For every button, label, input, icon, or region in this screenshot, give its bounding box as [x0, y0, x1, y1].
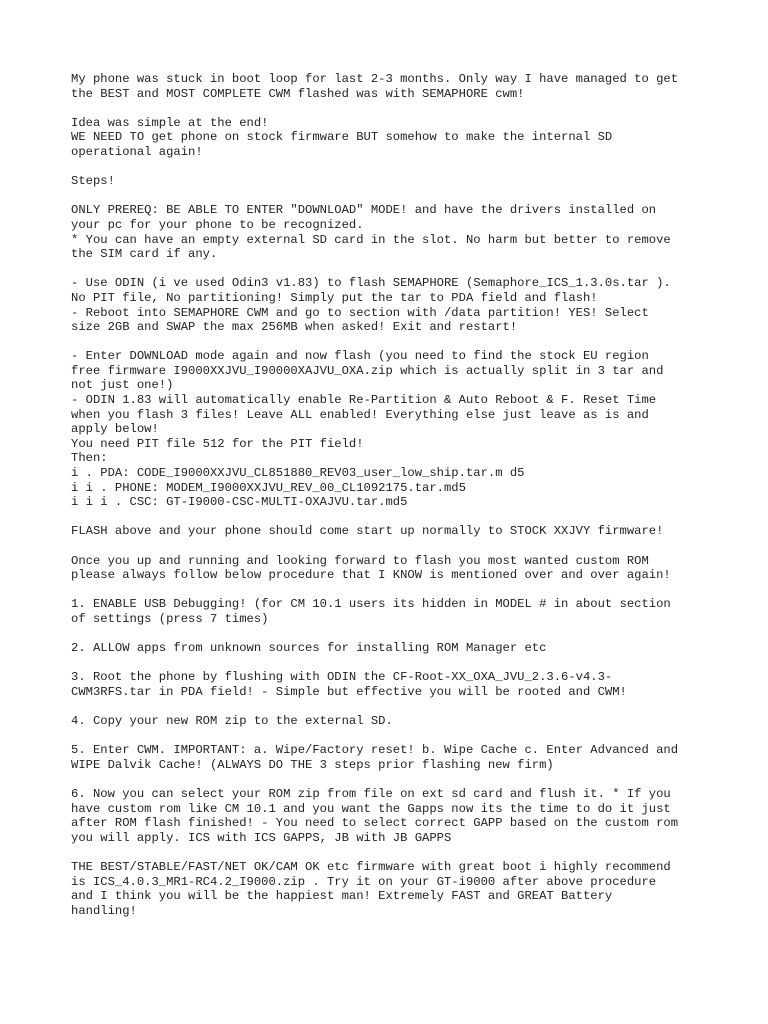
paragraph-odin-semaphore	[71, 276, 731, 334]
text-line: i i i . CSC: GT-I9000-CSC-MULTI-OXAJVU.tar.md5	[71, 495, 408, 510]
text-line: free firmware I9000XXJVU_I90000XAJVU_OXA.zip which is actually split in 3 tar and	[71, 363, 664, 378]
text-line: when you flash 3 files! Leave ALL enabled! Everything else just leave as is and	[71, 407, 649, 422]
text-line: Idea was simple at the end!	[71, 115, 269, 130]
text-line: is ICS_4.0.3_MR1-RC4.2_I9000.zip . Try it on your GT-i9000 after above procedure	[71, 874, 657, 889]
paragraph-steps-heading	[71, 174, 731, 189]
text-line: operational again!	[71, 144, 203, 159]
text-line: 2. ALLOW apps from unknown sources for installing ROM Manager etc	[71, 641, 547, 656]
text-line: of settings (press 7 times)	[71, 611, 269, 626]
paragraph-prereq	[71, 203, 731, 261]
paragraph-download-mode	[71, 349, 731, 510]
text-line: THE BEST/STABLE/FAST/NET OK/CAM OK etc firmware with great boot i highly recommend	[71, 860, 671, 875]
text-line: WIPE Dalvik Cache! (ALWAYS DO THE 3 steps prior flashing new firm)	[71, 757, 554, 772]
text-line: i i . PHONE: MODEM_I9000XXJVU_REV_00_CL1092175.tar.md5	[71, 480, 466, 495]
text-line: 4. Copy your new ROM zip to the external SD.	[71, 714, 393, 729]
text-line: please always follow below procedure that I KNOW is mentioned over and over again!	[71, 568, 671, 583]
text-line: 1. ENABLE USB Debugging! (for CM 10.1 users its hidden in MODEL # in about section	[71, 597, 671, 612]
text-line: 5. Enter CWM. IMPORTANT: a. Wipe/Factory reset! b. Wipe Cache c. Enter Advanced and	[71, 743, 679, 758]
text-line: size 2GB and SWAP the max 256MB when asked! Exit and restart!	[71, 320, 518, 335]
text-line: - Enter DOWNLOAD mode again and now flash (you need to find the stock EU region	[71, 349, 649, 364]
text-line: Once you up and running and looking forward to flash you most wanted custom ROM	[71, 553, 649, 568]
text-line: 6. Now you can select your ROM zip from file on ext sd card and flush it. * If you	[71, 787, 671, 802]
paragraph-step-3	[71, 670, 731, 699]
text-line: Steps!	[71, 174, 115, 189]
text-line: ONLY PREREQ: BE ABLE TO ENTER "DOWNLOAD" MODE! and have the drivers installed on	[71, 203, 657, 218]
text-line: have custom rom like CM 10.1 and you want the Gapps now its the time to do it just	[71, 801, 671, 816]
text-line: the BEST and MOST COMPLETE CWM flashed was with SEMAPHORE cwm!	[71, 86, 525, 101]
paragraph-step-5	[71, 743, 731, 772]
text-line: apply below!	[71, 422, 159, 437]
text-line: You need PIT file 512 for the PIT field!	[71, 436, 364, 451]
text-line: your pc for your phone to be recognized.	[71, 217, 364, 232]
text-line: after ROM flash finished! - You need to select correct GAPP based on the custom rom	[71, 816, 679, 831]
text-line: the SIM card if any.	[71, 247, 218, 262]
document-body	[71, 72, 731, 933]
text-line: - ODIN 1.83 will automatically enable Re-Partition & Auto Reboot & F. Reset Time	[71, 393, 657, 408]
text-line: FLASH above and your phone should come start up normally to STOCK XXJVY firmware!	[71, 524, 664, 539]
text-line: 3. Root the phone by flushing with ODIN the CF-Root-XX_OXA_JVU_2.3.6-v4.3-	[71, 670, 613, 685]
text-line: - Reboot into SEMAPHORE CWM and go to section with /data partition! YES! Select	[71, 305, 649, 320]
text-line: and I think you will be the happiest man! Extremely FAST and GREAT Battery	[71, 889, 613, 904]
paragraph-recommendation	[71, 860, 731, 918]
text-line: No PIT file, No partitioning! Simply put the tar to PDA field and flash!	[71, 290, 598, 305]
text-line: My phone was stuck in boot loop for last 2-3 months. Only way I have managed to get	[71, 72, 679, 86]
text-line: Then:	[71, 451, 108, 466]
paragraph-step-1	[71, 597, 731, 626]
text-line: * You can have an empty external SD card in the slot. No harm but better to remove	[71, 232, 671, 247]
text-line: - Use ODIN (i ve used Odin3 v1.83) to flash SEMAPHORE (Semaphore_ICS_1.3.0s.tar ).	[71, 276, 671, 291]
paragraph-step-4	[71, 714, 731, 729]
paragraph-step-6	[71, 787, 731, 845]
paragraph-step-2	[71, 641, 731, 656]
text-line: you will apply. ICS with ICS GAPPS, JB with JB GAPPS	[71, 830, 452, 845]
text-line: CWM3RFS.tar in PDA field! - Simple but effective you will be rooted and CWM!	[71, 684, 627, 699]
text-line: WE NEED TO get phone on stock firmware BUT somehow to make the internal SD	[71, 130, 613, 145]
paragraph-intro	[71, 72, 731, 101]
text-line: not just one!)	[71, 378, 174, 393]
text-line: i . PDA: CODE_I9000XXJVU_CL851880_REV03_user_low_ship.tar.m d5	[71, 466, 525, 481]
paragraph-flash-above	[71, 524, 731, 539]
paragraph-procedure-intro	[71, 554, 731, 583]
paragraph-idea	[71, 116, 731, 160]
text-line: handling!	[71, 903, 137, 918]
